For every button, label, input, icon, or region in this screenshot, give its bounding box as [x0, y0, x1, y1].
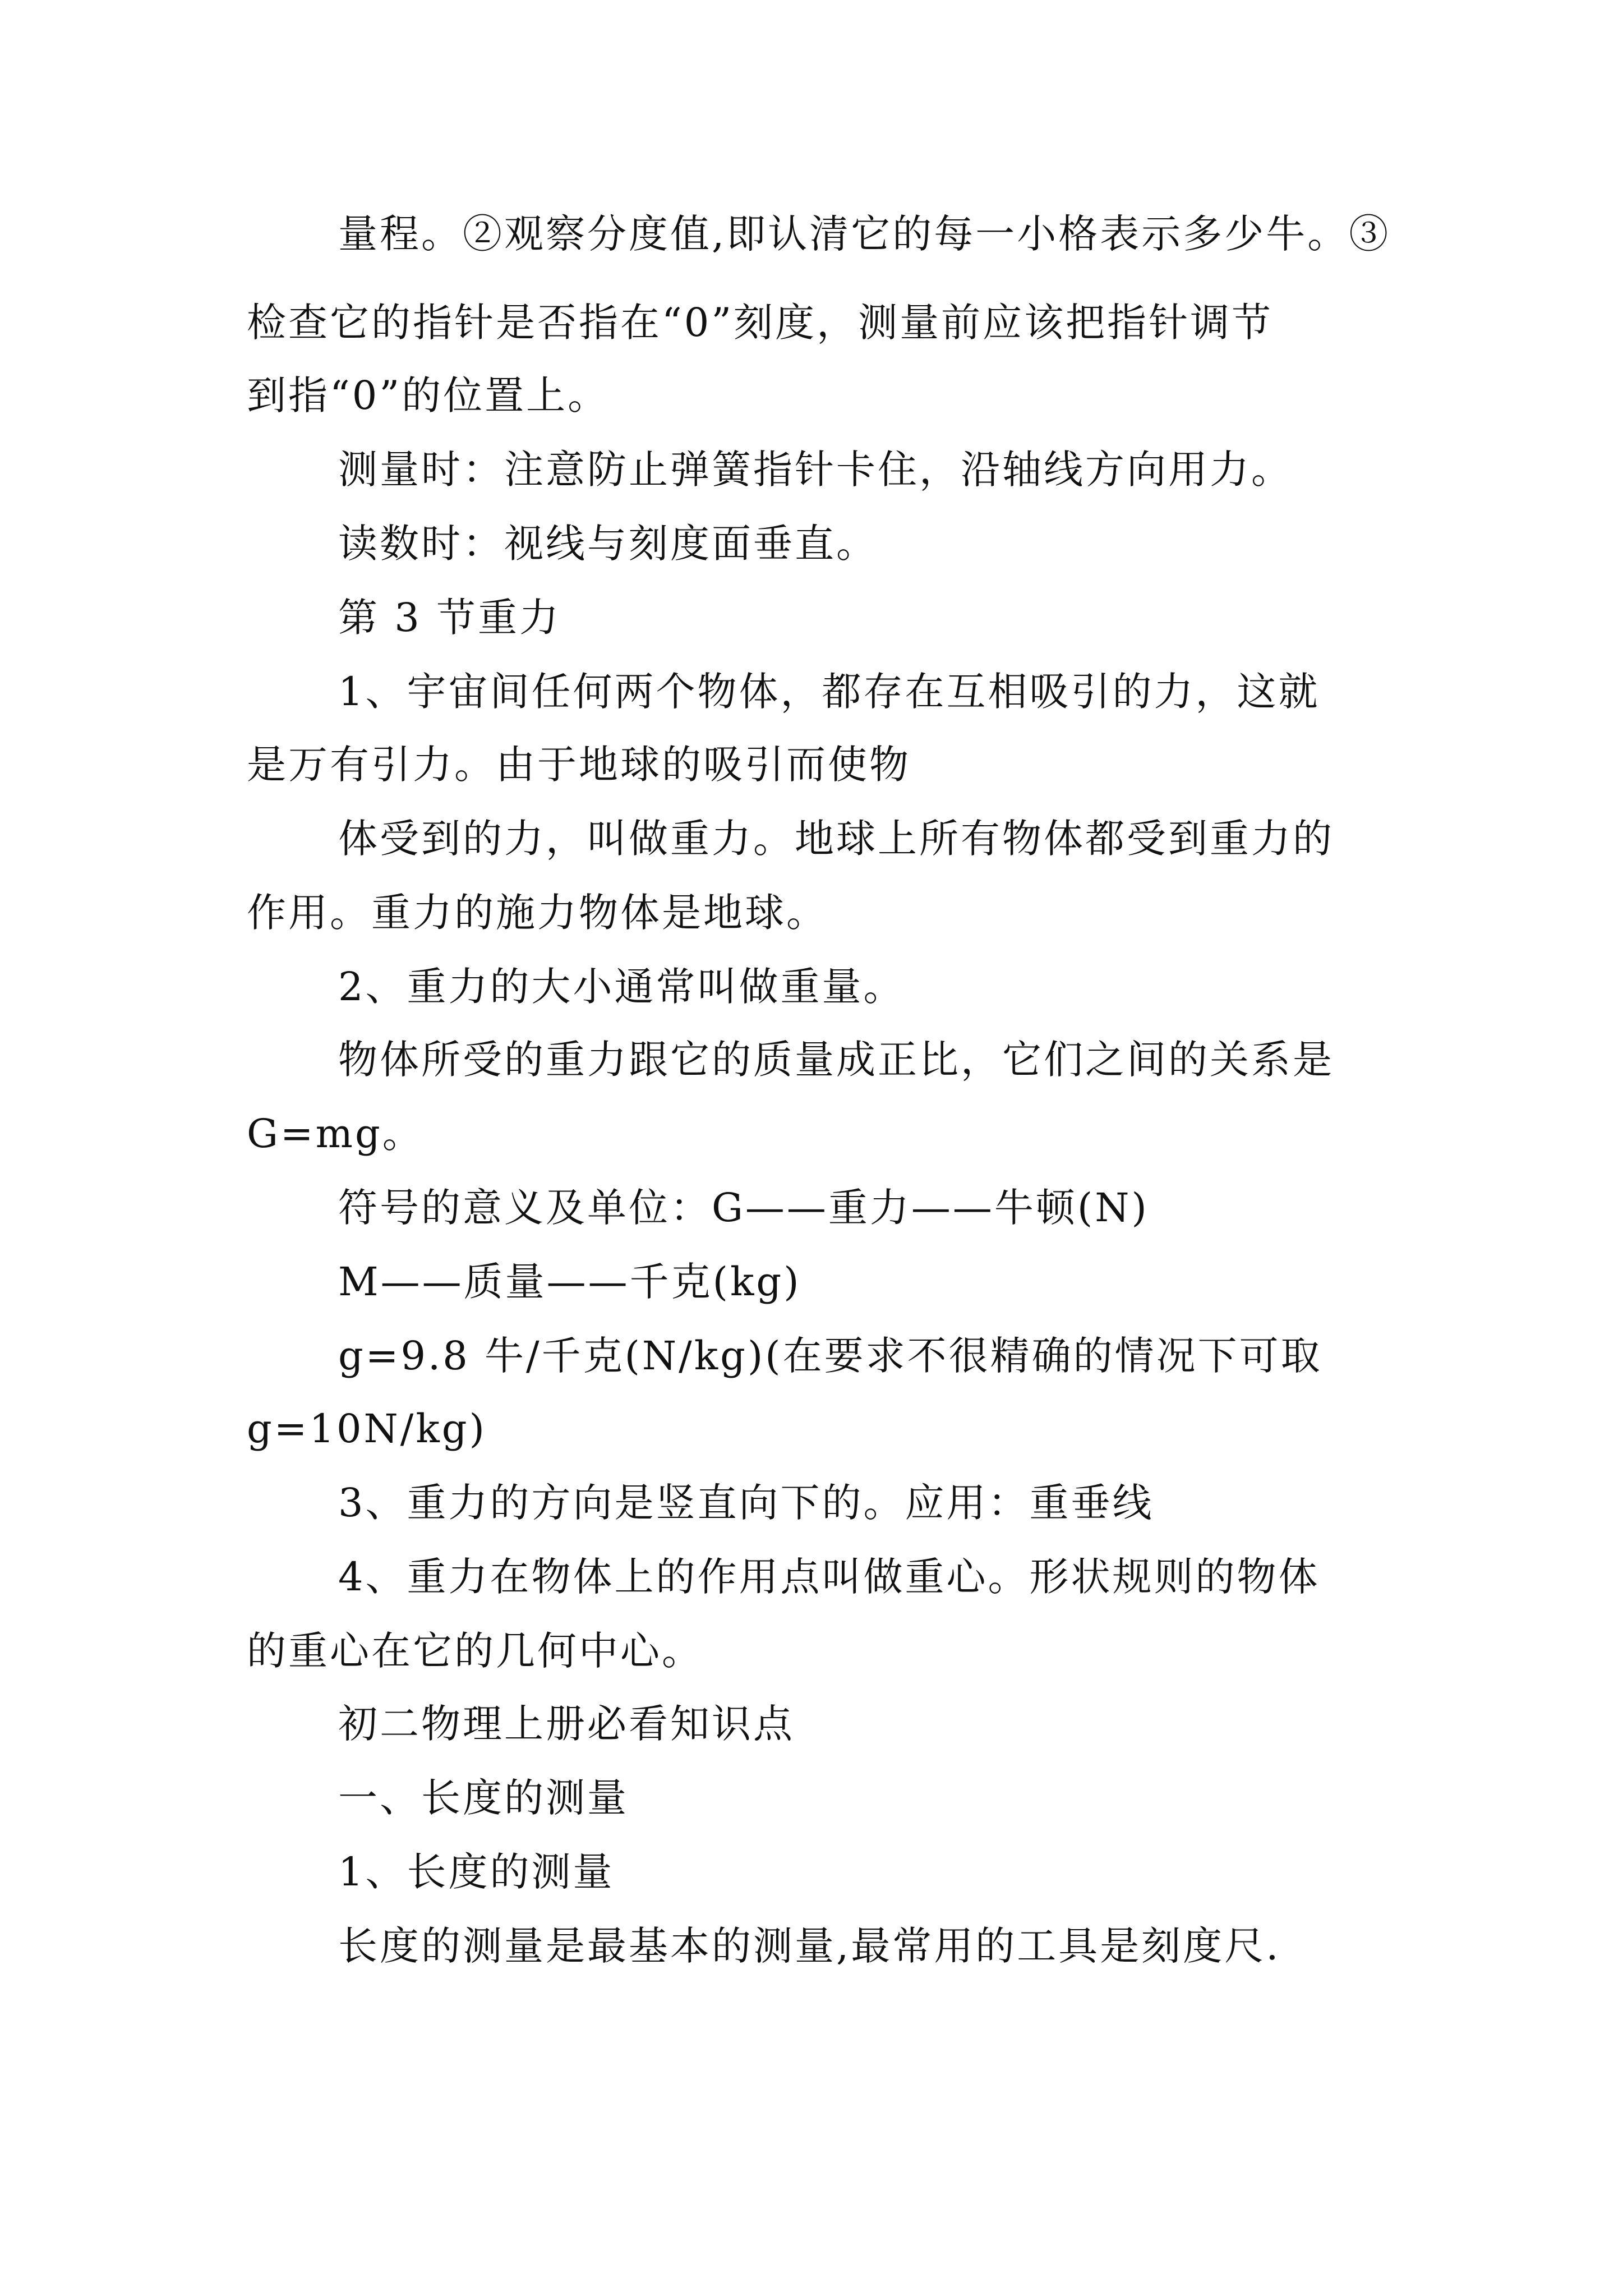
text-line: 读数时：视线与刻度面垂直。 — [338, 521, 878, 567]
section-heading: 一、长度的测量 — [338, 1775, 629, 1821]
text-line: 3、重力的方向是竖直向下的。应用：重垂线 — [338, 1480, 1154, 1526]
text-line: 物体所受的重力跟它的质量成正比，它们之间的关系是 — [338, 1037, 1334, 1083]
text-line: 体受到的力，叫做重力。地球上所有物体都受到重力的 — [338, 816, 1334, 862]
text-line: g=9.8 牛/千克(N/kg)(在要求不很精确的情况下可取 — [338, 1333, 1322, 1379]
text-line: 1、宇宙间任何两个物体，都存在互相吸引的力，这就 — [338, 669, 1320, 715]
text-line: 作用。重力的施力物体是地球。 — [247, 890, 828, 936]
text-line: g=10N/kg) — [247, 1406, 487, 1452]
text-line: 量程。②观察分度值,即认清它的每一小格表示多少牛。③ — [338, 211, 1391, 257]
text-line: 是万有引力。由于地球的吸引而使物 — [247, 742, 911, 788]
text-line: 长度的测量是最基本的测量,最常用的工具是刻度尺. — [338, 1923, 1281, 1969]
text-line: 检查它的指针是否指在“0”刻度，测量前应该把指针调节 — [247, 300, 1274, 346]
text-line: M——质量——千克(kg) — [338, 1259, 801, 1305]
formula-line: G=mg。 — [247, 1111, 424, 1157]
text-line: 的重心在它的几何中心。 — [247, 1628, 703, 1674]
text-line: 2、重力的大小通常叫做重量。 — [338, 964, 905, 1010]
text-line: 符号的意义及单位：G——重力——牛顿(N) — [338, 1185, 1149, 1231]
text-line: 4、重力在物体上的作用点叫做重心。形状规则的物体 — [338, 1554, 1320, 1600]
text-line: 测量时：注意防止弹簧指针卡住，沿轴线方向用力。 — [338, 447, 1293, 493]
section-heading: 初二物理上册必看知识点 — [338, 1701, 795, 1747]
text-line: 到指“0”的位置上。 — [247, 372, 610, 418]
subsection-heading: 1、长度的测量 — [338, 1849, 615, 1895]
section-heading: 第 3 节重力 — [338, 595, 561, 641]
